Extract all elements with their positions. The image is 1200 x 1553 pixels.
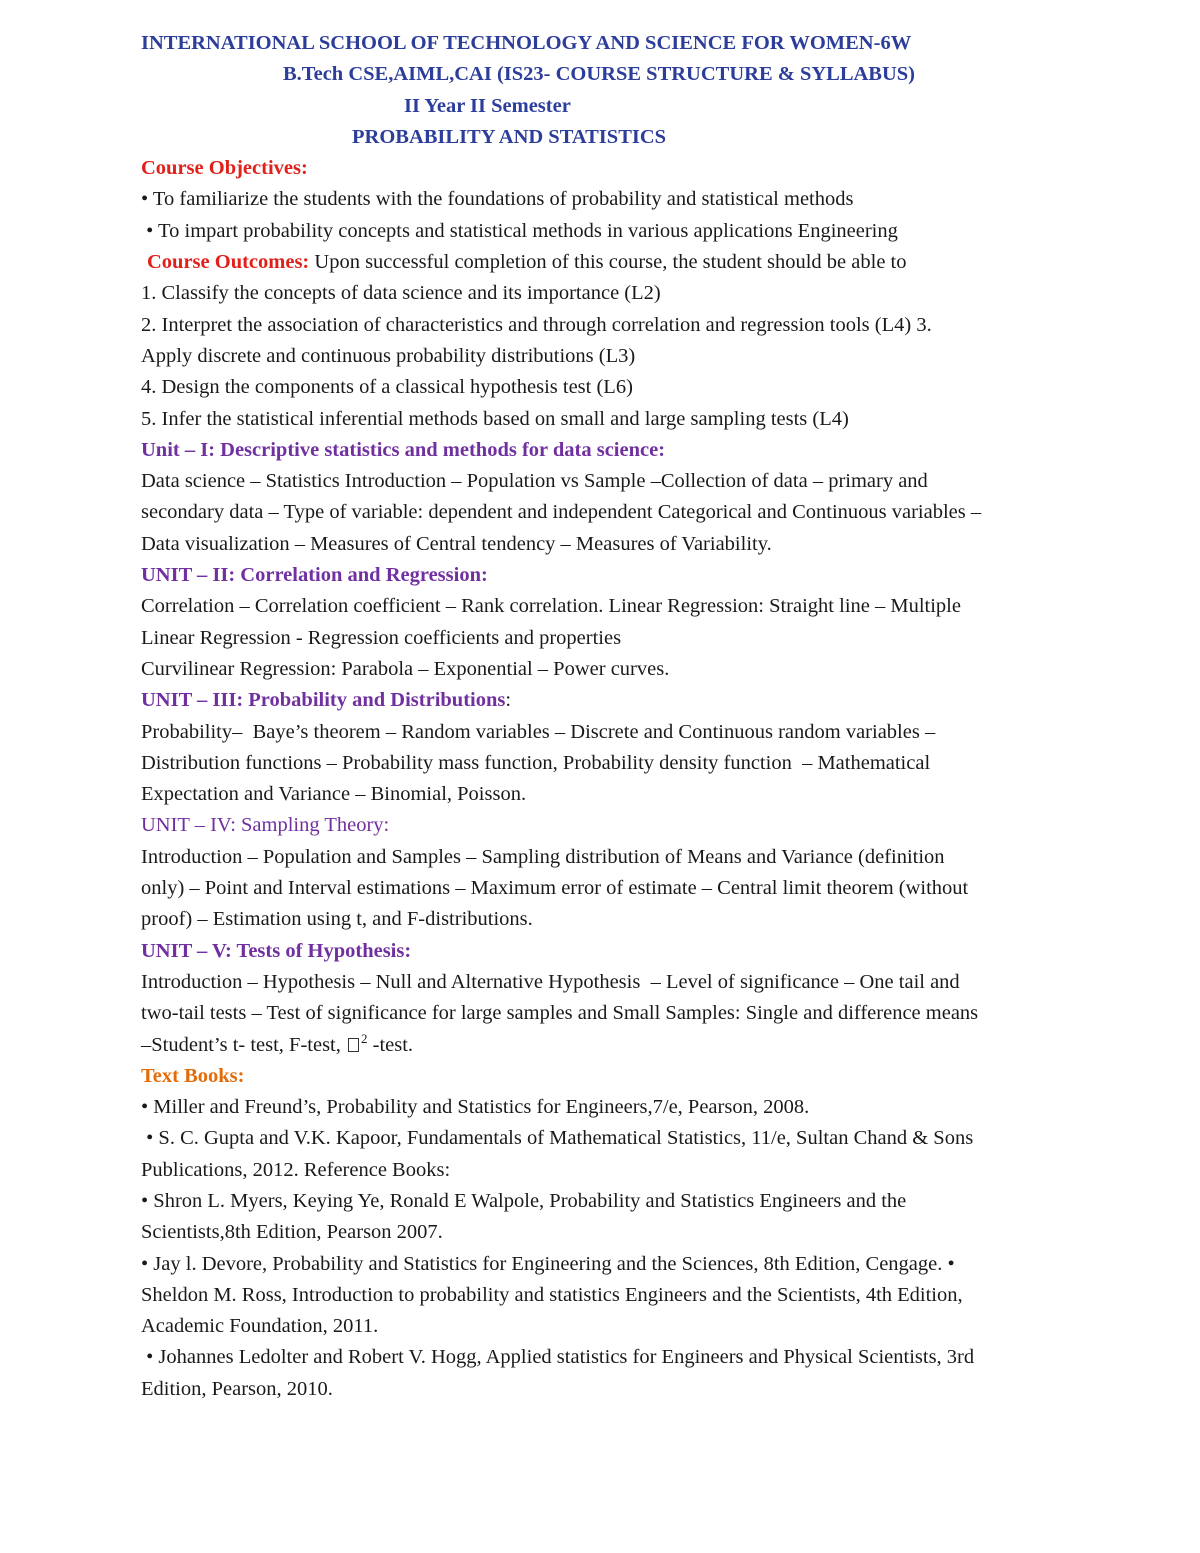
unit-3-heading: UNIT – III: Probability and Distributions:	[141, 689, 512, 712]
program-title: B.Tech CSE,AIML,CAI (IS23- COURSE STRUCTURE & SYLLABUS)	[283, 63, 916, 86]
unit-2-heading: UNIT – II: Correlation and Regression:	[141, 564, 488, 587]
book-line: Scientists,8th Edition, Pearson 2007.	[141, 1221, 443, 1244]
text-books-heading: Text Books:	[141, 1064, 245, 1087]
unit-3-line: Expectation and Variance – Binomial, Poisson.	[141, 783, 527, 806]
outcome-line: 4. Design the components of a classical hypothesis test (L6)	[141, 376, 633, 399]
syllabus-page	[141, 28, 1116, 1405]
unit-4-line: only) – Point and Interval estimations – Maximum error of estimate – Central limit theorem (without	[141, 877, 969, 900]
unit-4-heading: UNIT – IV: Sampling Theory:	[141, 814, 390, 837]
outcome-line: Apply discrete and continuous probability distributions (L3)	[141, 344, 636, 367]
unit-2-line: Correlation – Correlation coefficient – Rank correlation. Linear Regression: Straight line – Multiple	[141, 595, 961, 618]
unit-3-line: Distribution functions – Probability mass function, Probability density function – Mathematical	[141, 751, 931, 774]
institution-title: INTERNATIONAL SCHOOL OF TECHNOLOGY AND SCIENCE FOR WOMEN-6W	[141, 32, 912, 54]
unit-2-line: Linear Regression - Regression coefficients and properties	[141, 626, 622, 649]
missing-glyph-box	[348, 1038, 359, 1052]
semester-title: II Year II Semester	[404, 94, 571, 117]
book-line: • Shron L. Myers, Keying Ye, Ronald E Walpole, Probability and Statistics Engineers and the	[141, 1189, 907, 1212]
unit-1-line: Data science – Statistics Introduction – Population vs Sample –Collection of data – primary and	[141, 470, 928, 493]
unit-4-line: Introduction – Population and Samples – Sampling distribution of Means and Variance (definition	[141, 845, 945, 868]
unit-4-line: proof) – Estimation using t, and F-distributions.	[141, 908, 533, 931]
unit-1-line: Data visualization – Measures of Central tendency – Measures of Variability.	[141, 532, 772, 555]
course-objectives-heading: Course Objectives:	[141, 157, 308, 180]
unit-5-line: Introduction – Hypothesis – Null and Alternative Hypothesis – Level of significance – One tail and	[141, 970, 960, 993]
unit-1-line: secondary data – Type of variable: dependent and independent Categorical and Continuous variables –	[141, 501, 982, 524]
outcome-line: 1. Classify the concepts of data science and its importance (L2)	[141, 282, 661, 305]
unit-1-heading: Unit – I: Descriptive statistics and methods for data science:	[141, 438, 666, 461]
book-line: • Johannes Ledolter and Robert V. Hogg, Applied statistics for Engineers and Physical Scientists, 3rd	[141, 1346, 975, 1369]
objective-item: • To familiarize the students with the foundations of probability and statistical methods	[141, 188, 854, 211]
course-outcomes-heading: Course Outcomes:	[147, 251, 310, 274]
book-line: • Miller and Freund’s, Probability and Statistics for Engineers,7/e, Pearson, 2008.	[141, 1096, 810, 1119]
book-line: • S. C. Gupta and V.K. Kapoor, Fundamentals of Mathematical Statistics, 11/e, Sultan Chand & Sons	[141, 1127, 974, 1150]
course-title: PROBABILITY AND STATISTICS	[352, 125, 667, 148]
book-line: Publications, 2012. Reference Books:	[141, 1158, 451, 1181]
book-line: • Jay l. Devore, Probability and Statistics for Engineering and the Sciences, 8th Edition, Cengage. •	[141, 1252, 955, 1275]
unit-5-heading: UNIT – V: Tests of Hypothesis:	[141, 939, 412, 962]
book-line: Academic Foundation, 2011.	[141, 1315, 379, 1338]
unit-2-line: Curvilinear Regression: Parabola – Exponential – Power curves.	[141, 657, 670, 680]
course-outcomes-intro: Course Outcomes: Upon successful completion of this course, the student should be able to	[147, 251, 907, 274]
unit-5-last-line: –Student’s t- test, F-test, $^2$ -test.	[141, 1030, 414, 1056]
outcome-line: 2. Interpret the association of characteristics and through correlation and regression tools (L4) 3.	[141, 313, 932, 336]
unit-3-line: Probability– Baye’s theorem – Random variables – Discrete and Continuous random variables –	[141, 720, 936, 743]
book-line: Sheldon M. Ross, Introduction to probability and statistics Engineers and the Scientists, 4th Edition,	[141, 1283, 963, 1306]
unit-5-line: two-tail tests – Test of significance for large samples and Small Samples: Single and difference means	[141, 1002, 979, 1025]
book-line: Edition, Pearson, 2010.	[141, 1377, 333, 1400]
outcome-line: 5. Infer the statistical inferential methods based on small and large sampling tests (L4)	[141, 407, 849, 430]
objective-item: • To impart probability concepts and statistical methods in various applications Engineering	[141, 219, 898, 242]
